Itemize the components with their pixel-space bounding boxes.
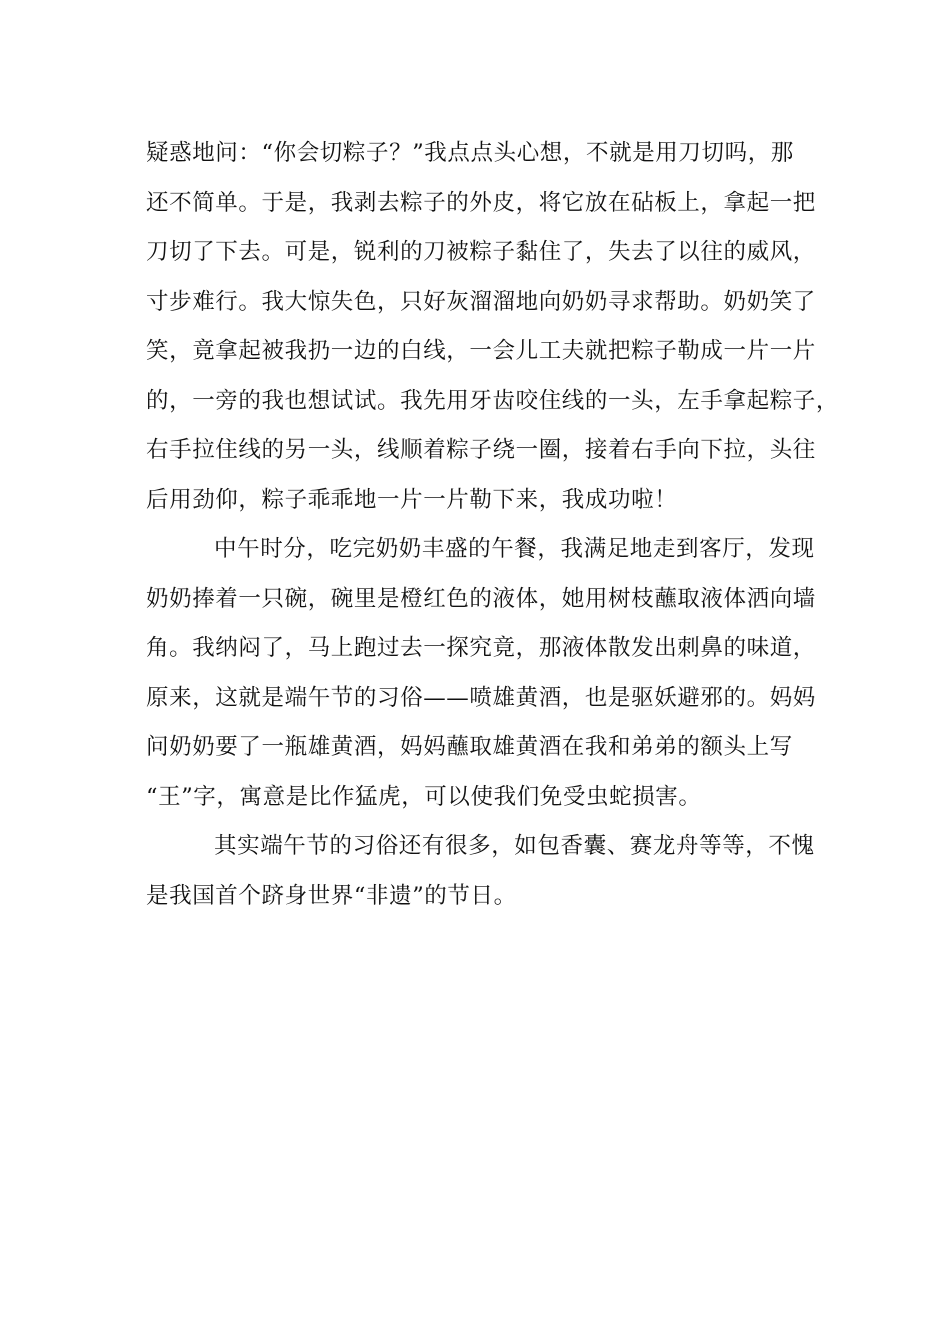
text-line: “王”字，寓意是比作猛虎，可以使我们免受虫蛇损害。: [146, 783, 702, 810]
text-line: 还不简单。于是，我剥去粽子的外皮，将它放在砧板上，拿起一把: [146, 189, 816, 216]
text-line: 是我国首个跻身世界“非遗”的节日。: [146, 882, 517, 909]
paragraph-first-line: 中午时分，吃完奶奶丰盛的午餐，我满足地走到客厅，发现: [214, 536, 815, 562]
text-line: 原来，这就是端午节的习俗——喷雄黄酒，也是驱妖避邪的。妈妈: [146, 684, 816, 711]
text-line: 疑惑地问：“你会切粽子？”我点点头心想，不就是用刀切吗，那: [146, 140, 794, 166]
paragraph-first-line: 其实端午节的习俗还有很多，如包香囊、赛龙舟等等，不愧: [214, 833, 815, 859]
text-line: 寸步难行。我大惊失色，只好灰溜溜地向奶奶寻求帮助。奶奶笑了: [146, 288, 816, 315]
text-line: 奶奶捧着一只碗，碗里是橙红色的液体，她用树枝蘸取液体洒向墙: [146, 585, 816, 612]
text-line: 的，一旁的我也想试试。我先用牙齿咬住线的一头，左手拿起粽子，: [146, 387, 840, 414]
text-line: 角。我纳闷了，马上跑过去一探究竟，那液体散发出刺鼻的味道，: [146, 635, 816, 661]
essay-body: [146, 129, 840, 921]
text-line: 问奶奶要了一瓶雄黄酒，妈妈蘸取雄黄酒在我和弟弟的额头上写: [146, 734, 793, 760]
text-line: 后用劲仰，粽子乖乖地一片一片勒下来，我成功啦！: [146, 486, 678, 513]
text-line: 笑，竟拿起被我扔一边的白线，一会儿工夫就把粽子勒成一片一片: [146, 338, 816, 364]
text-line: 刀切了下去。可是，锐利的刀被粽子黏住了，失去了以往的威风，: [146, 239, 816, 265]
text-line: 右手拉住线的另一头，线顺着粽子绕一圈，接着右手向下拉，头往: [146, 437, 816, 463]
